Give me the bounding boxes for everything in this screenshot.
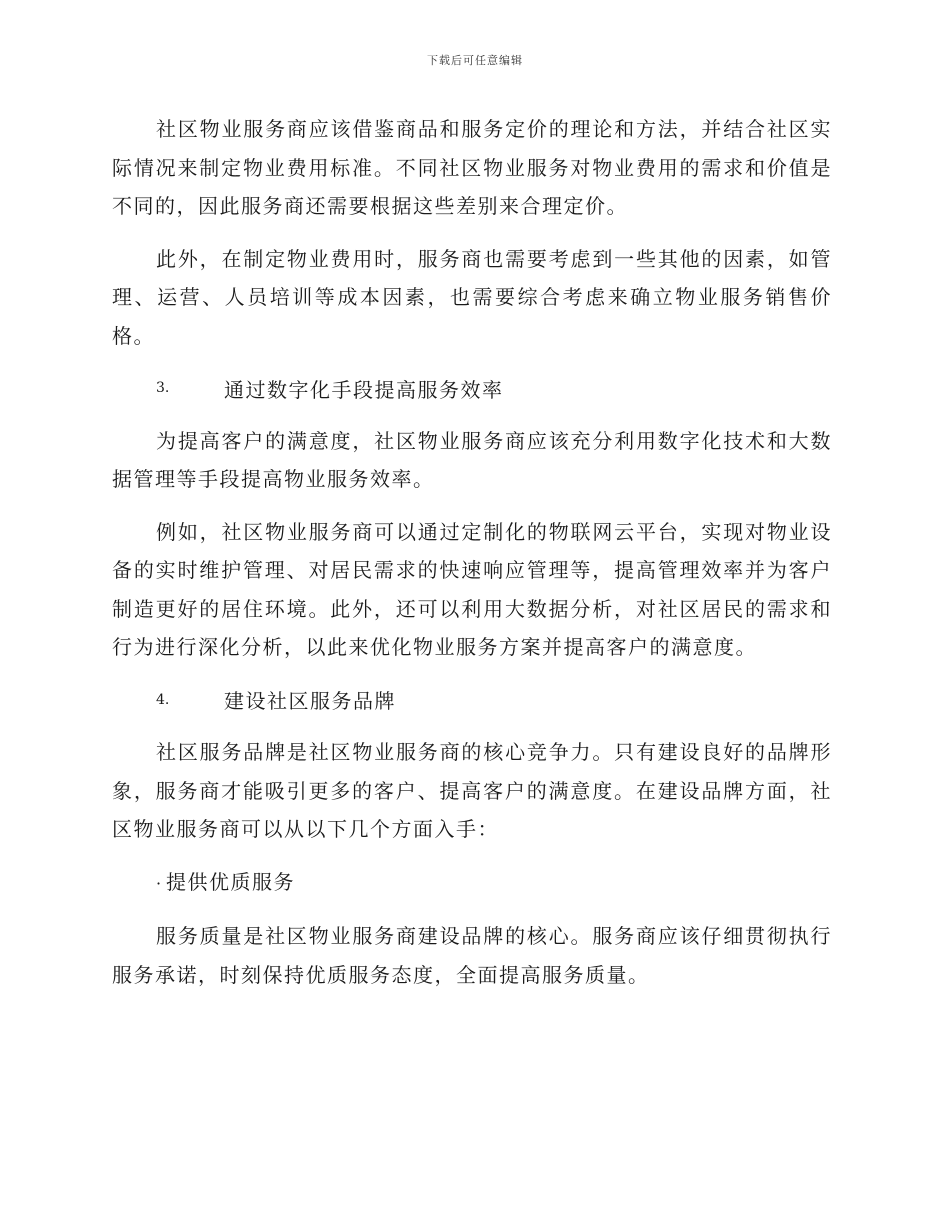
section-heading-4 — [112, 681, 832, 720]
page-header: 下载后可任意编辑 — [427, 54, 523, 67]
bullet-item — [112, 863, 832, 904]
paragraph-pricing-theory: 社区物业服务商应该借鉴商品和服务定价的理论和方法，并结合社区实际情况来制定物业费用标准。不同社区物业服务对物业费用的需求和价值是不同的，因此服务商还需要根据这些差别来合理定价。 — [112, 117, 832, 218]
section-title: 建设社区服务品牌 — [224, 689, 396, 714]
document-body — [112, 110, 832, 1008]
section-title: 通过数字化手段提高服务效率 — [224, 377, 504, 402]
section-number: 4. — [156, 691, 170, 708]
bullet-dot: · — [156, 873, 162, 893]
section-heading-3 — [112, 369, 832, 408]
paragraph-cost-factors: 此外，在制定物业费用时，服务商也需要考虑到一些其他的因素，如管理、运营、人员培训等成本因素，也需要综合考虑来确立物业服务销售价格。 — [112, 246, 832, 348]
bullet-text: 提供优质服务 — [166, 869, 295, 894]
paragraph-service-quality: 服务质量是社区物业服务商建设品牌的核心。服务商应该仔细贯彻执行服务承诺，时刻保持优质服务态度，全面提高服务质量。 — [112, 924, 832, 987]
paragraph-iot-example: 例如，社区物业服务商可以通过定制化的物联网云平台，实现对物业设备的实时维护管理、对居民需求的快速响应管理等，提高管理效率并为客户制造更好的居住环境。此外，还可以利用大数据分析，对社区居民的需求和行为进行深化分析，以此来优化物业服务方案并提高客户的满意度。 — [112, 519, 832, 659]
section-number: 3. — [156, 380, 170, 397]
paragraph-digital-efficiency: 为提高客户的满意度，社区物业服务商应该充分利用数字化技术和大数据管理等手段提高物业服务效率。 — [112, 428, 832, 491]
paragraph-brand-core: 社区服务品牌是社区物业服务商的核心竞争力。只有建设良好的品牌形象，服务商才能吸引更多的客户、提高客户的满意度。在建设品牌方面，社区物业服务商可以从以下几个方面入手： — [112, 740, 832, 841]
